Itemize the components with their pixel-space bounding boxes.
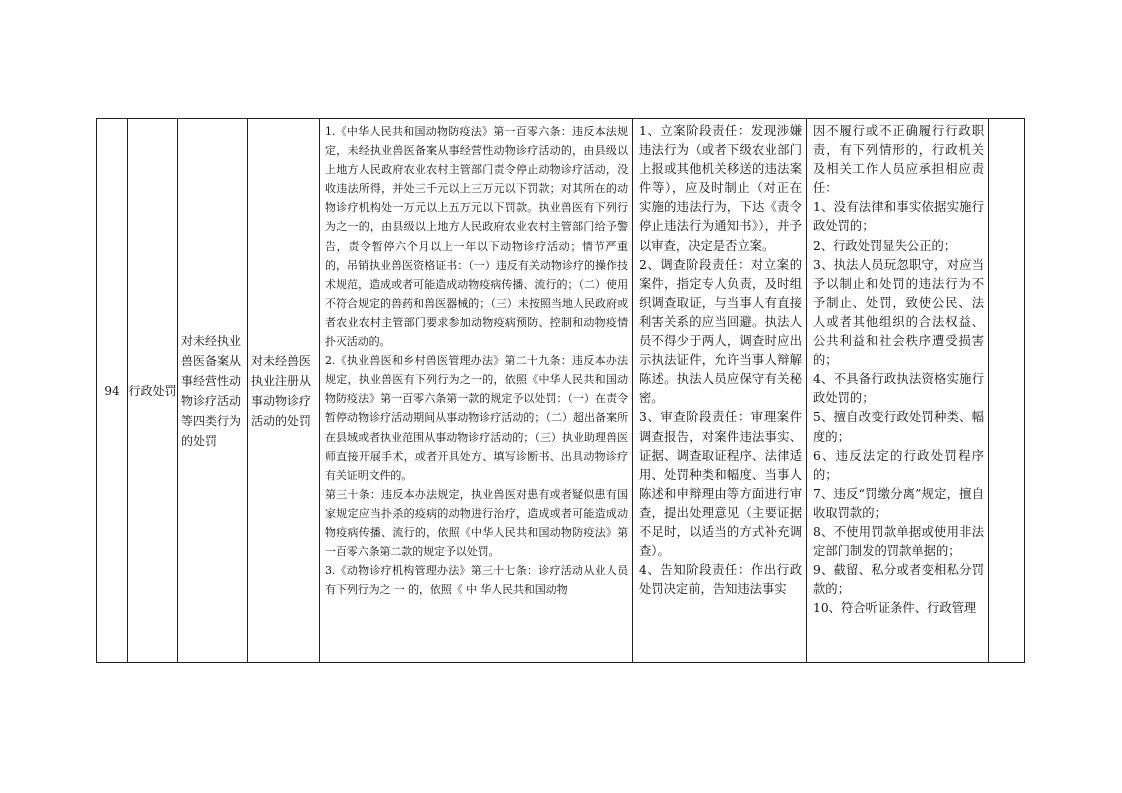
legal-basis-cell (320, 119, 633, 663)
remarks-cell (989, 119, 1025, 663)
power-sub-item: 对未经兽医执业注册从事动物诊疗活动的处罚 (251, 353, 312, 428)
responsibility-text: 1、立案阶段责任：发现涉嫌违法行为（或者下级农业部门上报或其他机关移送的违法案件等），应及时制止（对正在实施的违法行为，下达《责令停止违法行为通知书》），并予以审查，决定是否立案。 2、调查阶段责任：对立案的案件，指定专人负责，及时组织调查取证，与当事人有直接利害关系的应当回避。执法人员不得少于两人，调查时应出示执法证件，允许当事人辩解陈述。执法人员应保守有关秘密。 3、审查阶段责任：审理案件调查报告，对案件违法事实、证据、调查取证程序、法律适用、处罚种类和幅度、当事人陈述和申辩理由等方面进行审查，提出处理意见（主要证据不足时，以适当的方式补充调查）。 4、告知阶段责任：作出行政处罚决定前，告知违法事实 (639, 124, 802, 597)
power-category: 行政处罚 (128, 383, 177, 398)
item-name-cell (178, 119, 248, 663)
power-item-name: 对未经执业兽医备案从事经营性动物诊疗活动等四类行为的处罚 (181, 333, 242, 448)
table-row (97, 119, 1025, 663)
sub-item-cell (248, 119, 320, 663)
row-number-cell (97, 119, 128, 663)
power-list-table (96, 118, 1025, 663)
category-cell (128, 119, 178, 663)
legal-basis-text: 1.《中华人民共和国动物防疫法》第一百零六条：违反本法规定，未经执业兽医备案从事经营性动物诊疗活动的，由县级以上地方人民政府农业农村主管部门责令停止动物诊疗活动，没收违法所得，并处三千元以上三万元以下罚款；对其所在的动物诊疗机构处一万元以上五万元以下罚款。执业兽医有下列行为之一的，由县级以上地方人民政府农业农村主管部门给予警告，责令暂停六个月以上一年以下动物诊疗活动；情节严重的，吊销执业兽医资格证书：（一）违反有关动物诊疗的操作技术规范，造成或者可能造成动物疫病传播、流行的；（二）使用不符合规定的兽药和兽医器械的；（三）未按照当地人民政府或者农业农村主管部门要求参加动物疫病预防、控制和动物疫情扑灭活动的。 2.《执业兽医和乡村兽医管理办法》第二十九条：违反本办法规定，执业兽医有下列行为之一的，依照《中华人民共和国动物防疫法》第一百零六条第一款的规定予以处罚：（一）在责令暂停动物诊疗活动期间从事动物诊疗活动的；（二）超出备案所在县域或者执业范围从事动物诊疗活动的；（三）执业助理兽医师直接开展手术，或者开具处方、填写诊断书、出具动物诊疗有关证明文件的。 第三十条：违反本办法规定，执业兽医对患有或者疑似患有国家规定应当扑杀的疫病的动物进行治疗，造成或者可能造成动物疫病传播、流行的，依照《中华人民共和国动物防疫法》第一百零六条第二款的规定予以处罚。 3.《动物诊疗机构管理办法》第三十七条：诊疗活动从业人员有下列行为之 一 的，依照《 中 华人民共和国动物 (325, 125, 628, 597)
accountability-cell (807, 119, 989, 663)
responsibility-cell (633, 119, 807, 663)
row-number: 94 (104, 383, 120, 398)
accountability-text: 因不履行或不正确履行行政职责，有下列情形的，行政机关及相关工作人员应承担相应责任： 1、没有法律和事实依据实施行政处罚的； 2、行政处罚显失公正的； 3、执法人员玩忽职守，对应当予以制止和处罚的违法行为不予制止、处罚，致使公民、法人或者其他组织的合法权益、公共利益和社会秩序遭受损害的； 4、不具备行政执法资格实施行政处罚的； 5、擅自改变行政处罚种类、幅度的； 6、违反法定的行政处罚程序的； 7、违反“罚缴分离”规定，擅自收取罚款的； 8、不使用罚款单据或使用非法定部门制发的罚款单据的； 9、截留、私分或者变相私分罚款的； 10、符合听证条件、行政管理 (813, 124, 984, 616)
